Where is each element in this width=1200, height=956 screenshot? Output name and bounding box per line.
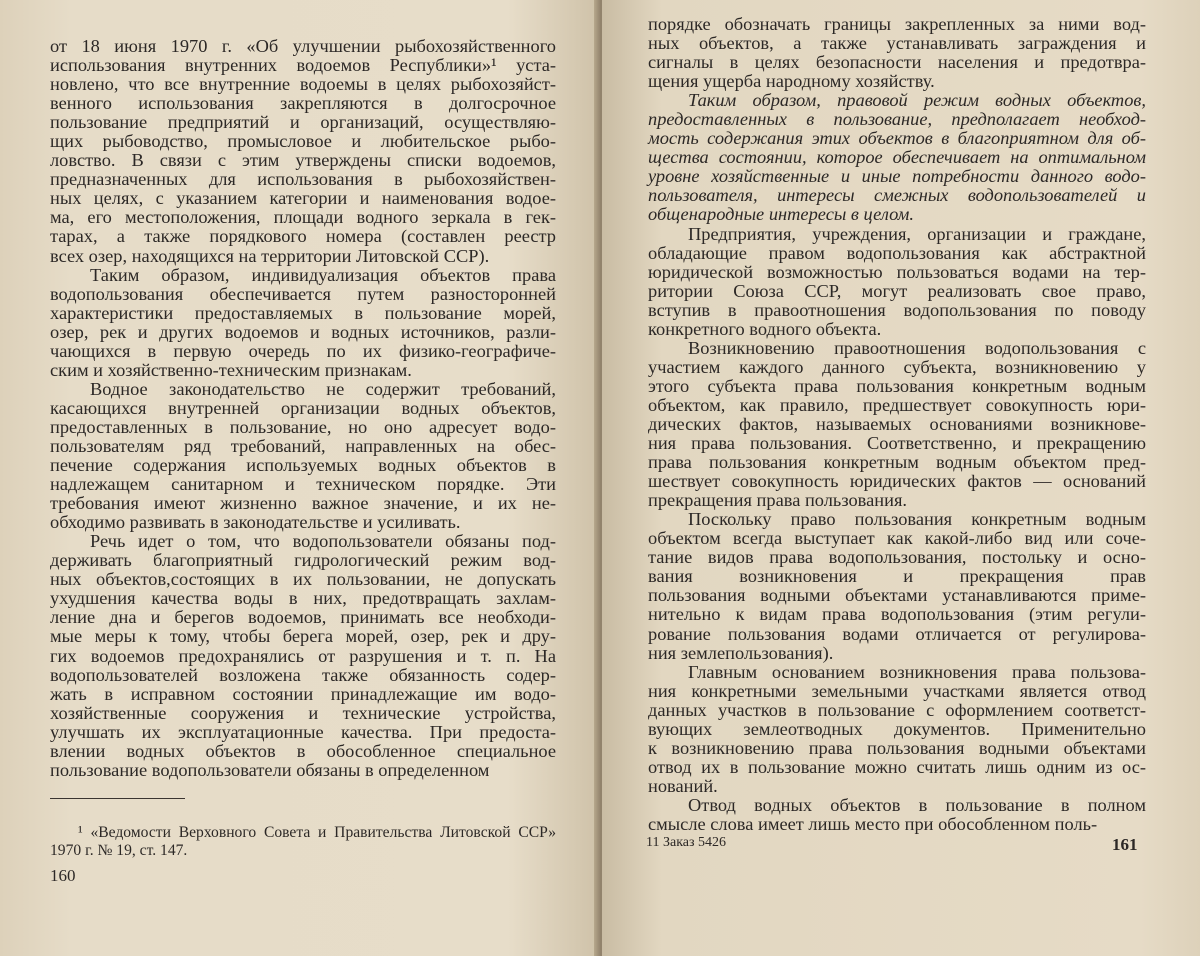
text-line: улучшать их эксплуатационные качества. При предоста- bbox=[50, 721, 556, 742]
text-line: к возникновению права пользования водными объектами bbox=[648, 737, 1146, 758]
text-line: предназначенных для использования в рыбохозяйствен- bbox=[50, 169, 556, 190]
text-line: отвод их в пользование можно считать лишь одним из ос- bbox=[648, 756, 1146, 777]
text-line: тарах, а также порядкового номера (составлен реестр bbox=[50, 226, 556, 247]
text-line: рование пользования водами отличается от регулирова- bbox=[648, 623, 1146, 644]
text-line: Таким образом, индивидуализация объектов права bbox=[90, 264, 556, 285]
page-number-left: 160 bbox=[50, 866, 76, 885]
right-page-text bbox=[648, 15, 1146, 834]
text-line: нительно к видам права водопользования (этим регули- bbox=[648, 604, 1146, 625]
text-line: ния землепользования). bbox=[648, 642, 834, 663]
text-line: влении водных объектов в обособленное специальное bbox=[50, 740, 556, 761]
text-line: пользование предприятий и организаций, осуществляю- bbox=[50, 112, 556, 133]
right-page bbox=[602, 0, 1200, 956]
text-line: ским и хозяйственно-техническим признакам. bbox=[50, 359, 412, 380]
printer-signature: 11 Заказ 5426 bbox=[646, 835, 727, 850]
paragraph bbox=[648, 339, 1146, 510]
text-line: ных целях, с указанием категории и наименования водое- bbox=[50, 188, 556, 209]
paragraph bbox=[50, 532, 556, 780]
text-line: юридической возможностью пользоваться водами на тер- bbox=[648, 261, 1146, 282]
left-page bbox=[0, 0, 598, 956]
text-line: ния права пользования. Соответственно, и прекращению bbox=[648, 433, 1146, 454]
text-line: ловство. В связи с этим утверждены списки водоемов, bbox=[50, 150, 556, 171]
text-line: ных объектов, а также устанавливать заграждения и bbox=[648, 33, 1146, 54]
text-line: ухудшения качества воды в них, предотвращать захлам- bbox=[50, 588, 556, 609]
text-line: Таким образом, правовой режим водных объектов, bbox=[688, 90, 1146, 111]
text-line: вания возникновения и прекращения прав bbox=[648, 566, 1146, 587]
text-line: Предприятия, учреждения, организации и граждане, bbox=[688, 223, 1146, 244]
text-line: жать в исправном состоянии принадлежащие им водо- bbox=[50, 683, 556, 704]
text-line: озер, рек и других водоемов и водных источников, разли- bbox=[50, 321, 556, 342]
text-line: предоставленных в пользование, но оно адресует водо- bbox=[50, 416, 556, 437]
text-line: участием каждого данного субъекта, возникновению у bbox=[648, 356, 1146, 377]
text-line: мые меры к тому, чтобы берега морей, озер, рек и дру- bbox=[50, 626, 556, 647]
paragraph bbox=[648, 91, 1146, 224]
text-line: уровне хозяйственные и иные потребности данного водо- bbox=[648, 166, 1146, 187]
paragraph bbox=[648, 15, 1146, 91]
text-line: от 18 июня 1970 г. «Об улучшении рыбохозяйственного bbox=[50, 36, 556, 56]
text-line: ление дна и берегов водоемов, принимать все необходи- bbox=[50, 607, 556, 628]
paragraph bbox=[648, 796, 1146, 834]
text-line: всех озер, находящихся на территории Литовской ССР). bbox=[50, 245, 490, 266]
text-line: мость содержания этих объектов в благоприятном для об- bbox=[648, 128, 1146, 149]
text-line: объектом, как правило, предшествует совокупность юри- bbox=[648, 394, 1146, 415]
text-line: Водное законодательство не содержит требований, bbox=[90, 378, 556, 399]
text-line: Поскольку право пользования конкретным водным bbox=[688, 509, 1146, 530]
text-line: обладающие правом водопользования как абстрактной bbox=[648, 242, 1146, 263]
text-line: права пользования конкретным водным объектом пред- bbox=[648, 452, 1146, 473]
text-line: гих водоемов предохранялись от разрушения и т. п. На bbox=[50, 645, 556, 666]
text-line: обходимо развивать в законодательстве и усиливать. bbox=[50, 512, 461, 533]
text-line: ма, его местоположения, площади водного зеркала в гек- bbox=[50, 207, 556, 228]
paragraph bbox=[50, 380, 556, 532]
text-line: данных участков в пользование с оформлением соответст- bbox=[648, 699, 1146, 720]
paragraph bbox=[50, 37, 556, 266]
text-line: новлено, что все внутренние водоемы в целях рыбохозяйст- bbox=[50, 74, 556, 95]
text-line: конкретного водного объекта. bbox=[648, 318, 882, 339]
paragraph bbox=[648, 510, 1146, 662]
text-line: венного использования закрепляются в долгосрочное bbox=[50, 93, 556, 114]
text-line: вступив в правоотношения водопользования по поводу bbox=[648, 299, 1146, 320]
text-line: сигналы в целях безопасности населения и предотвра- bbox=[648, 52, 1146, 73]
text-line: использования внутренних водоемов Республики»¹ уста- bbox=[50, 55, 556, 76]
text-line: характеристики предоставляемых в пользование морей, bbox=[50, 302, 556, 323]
text-line: пользователя, интересы смежных водопользователей и bbox=[648, 185, 1146, 206]
text-line: смысле слова имеет лишь место при обособленном поль- bbox=[648, 813, 1098, 834]
text-line: держивать благоприятный гидрологический режим вод- bbox=[50, 550, 556, 571]
text-line: объектом всегда выступает как какой-либо вид или соче- bbox=[648, 528, 1146, 549]
text-line: дических фактов, называемых основаниями возникнове- bbox=[648, 413, 1146, 434]
text-line: вующих землеотводных документов. Применительно bbox=[648, 718, 1146, 739]
footnote: ¹ «Ведомости Верховного Совета и Правительства Литовской ССР» 1970 г. № 19, ст. 147. bbox=[50, 824, 556, 859]
text-line: водопользования обеспечивается путем разносторонней bbox=[50, 283, 556, 304]
text-line: пользователям ряд требований, направленных на обес- bbox=[50, 435, 556, 456]
text-line: щения ущерба народному хозяйству. bbox=[648, 71, 935, 92]
paragraph bbox=[648, 225, 1146, 339]
text-line: Речь идет о том, что водопользователи обязаны под- bbox=[90, 531, 556, 552]
text-line: общенародные интересы в целом. bbox=[648, 204, 914, 225]
left-page-text bbox=[50, 37, 556, 780]
text-line: касающихся внутренней организации водных объектов, bbox=[50, 397, 556, 418]
text-line: печение содержания используемых водных объектов в bbox=[50, 455, 556, 476]
text-line: ных объектов,состоящих в их пользовании, не допускать bbox=[50, 569, 556, 590]
paragraph bbox=[648, 663, 1146, 796]
text-line: тание видов права водопользования, постольку и осно- bbox=[648, 547, 1146, 568]
text-line: прекращения права пользования. bbox=[648, 490, 908, 511]
text-line: чающихся в первую очередь по их физико-географиче- bbox=[50, 340, 556, 361]
footnote-separator bbox=[50, 798, 185, 799]
text-line: предоставленных в пользование, предполагает необход- bbox=[648, 109, 1146, 130]
paragraph bbox=[50, 266, 556, 380]
text-line: порядке обозначать границы закрепленных за ними вод- bbox=[648, 14, 1146, 34]
text-line: Отвод водных объектов в пользование в полном bbox=[688, 794, 1146, 815]
text-line: шествует совокупность юридических фактов — оснований bbox=[648, 471, 1146, 492]
text-line: требования имеют жизненно важное значение, и их не- bbox=[50, 493, 556, 514]
text-line: надлежащем санитарном и техническом порядке. Эти bbox=[50, 474, 556, 495]
text-line: этого субъекта права пользования конкретным водным bbox=[648, 375, 1146, 396]
text-line: нований. bbox=[648, 775, 718, 796]
text-line: хозяйственные сооружения и технические устройства, bbox=[50, 702, 556, 723]
text-line: щества состоянии, которое обеспечивает на оптимальном bbox=[648, 147, 1146, 168]
text-line: Главным основанием возникновения права пользова- bbox=[688, 661, 1146, 682]
page-number-right: 161 bbox=[1112, 835, 1138, 854]
text-line: водопользователей возложена также обязанность содер- bbox=[50, 664, 556, 685]
text-line: пользования водными объектами устанавливаются приме- bbox=[648, 585, 1146, 606]
text-line: ритории Союза ССР, могут реализовать свое право, bbox=[648, 280, 1146, 301]
text-line: щих рыбоводство, промысловое и любительское рыбо- bbox=[50, 131, 556, 152]
text-line: пользование водопользователи обязаны в определенном bbox=[50, 759, 490, 780]
text-line: ния конкретными земельными участками является отвод bbox=[648, 680, 1146, 701]
text-line: Возникновению правоотношения водопользования с bbox=[688, 337, 1146, 358]
